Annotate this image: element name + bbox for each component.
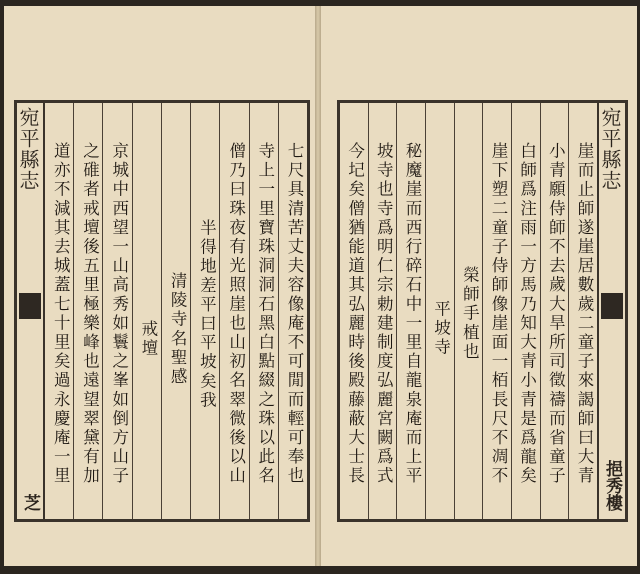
right-page-column: 崖下塑二童子侍師像崖面一栢長尺不凋不 (482, 103, 511, 519)
right-page-column: 秘魔崖而西行碎石中一里自龍泉庵而上平 (396, 103, 425, 519)
left-page-column: 道亦不減其去城蓋七十里矣過永慶庵一里 (51, 142, 71, 486)
left-page-column: 清陵寺名聖感 (161, 103, 190, 519)
left-page (4, 6, 315, 566)
left-banxin (17, 103, 45, 519)
right-fishtail-mark (601, 293, 623, 319)
right-page-column: 平坡寺 (425, 103, 454, 519)
right-text-frame (337, 100, 628, 522)
right-page-column: 白師爲注雨一方馬乃知大青小青是爲龍矣 (511, 103, 540, 519)
right-banxin (597, 103, 625, 519)
left-text-frame (14, 100, 310, 522)
right-page-column: 坡寺也寺爲明仁宗勅建制度弘麗宮闕爲式 (368, 103, 397, 519)
right-page-column: 今圮矣僧猶能道其弘麗時後殿藤蔽大士長 (345, 142, 365, 486)
left-text-columns (45, 103, 307, 519)
right-page (321, 6, 637, 566)
right-banxin-title: 宛平縣志 (598, 107, 622, 191)
left-fishtail-mark (19, 293, 41, 319)
left-banxin-studio: 芝 (20, 494, 40, 511)
left-page-column: 七尺具清苦丈夫容像庵不可閒而輕可奉也 (278, 103, 307, 519)
left-banxin-title: 宛平縣志 (16, 107, 40, 191)
right-page-column: 榮師手植也 (454, 103, 483, 519)
left-page-column: 半得地差平曰平坡矣我 (190, 103, 219, 519)
left-page-column: 京城中西望一山高秀如鬟之峯如倒方山子 (102, 103, 131, 519)
left-page-column: 僧乃曰珠夜有光照崖也山初名翠微後以山 (219, 103, 248, 519)
left-page-column: 戒壇 (132, 103, 161, 519)
right-page-column: 小青願侍師不去歲大旱所司徵禱而省童子 (540, 103, 569, 519)
left-page-column: 寺上一里寶珠洞洞石黑白點綴之珠以此名 (249, 103, 278, 519)
right-text-columns (340, 103, 597, 519)
right-banxin-studio: 挹秀樓 (602, 460, 622, 511)
left-page-column: 之碓者戒壇後五里極樂峰也遠望翠黛有加 (73, 103, 102, 519)
right-page-column: 崖而止師遂崖居數歲二童子來謁師曰大青 (568, 103, 597, 519)
